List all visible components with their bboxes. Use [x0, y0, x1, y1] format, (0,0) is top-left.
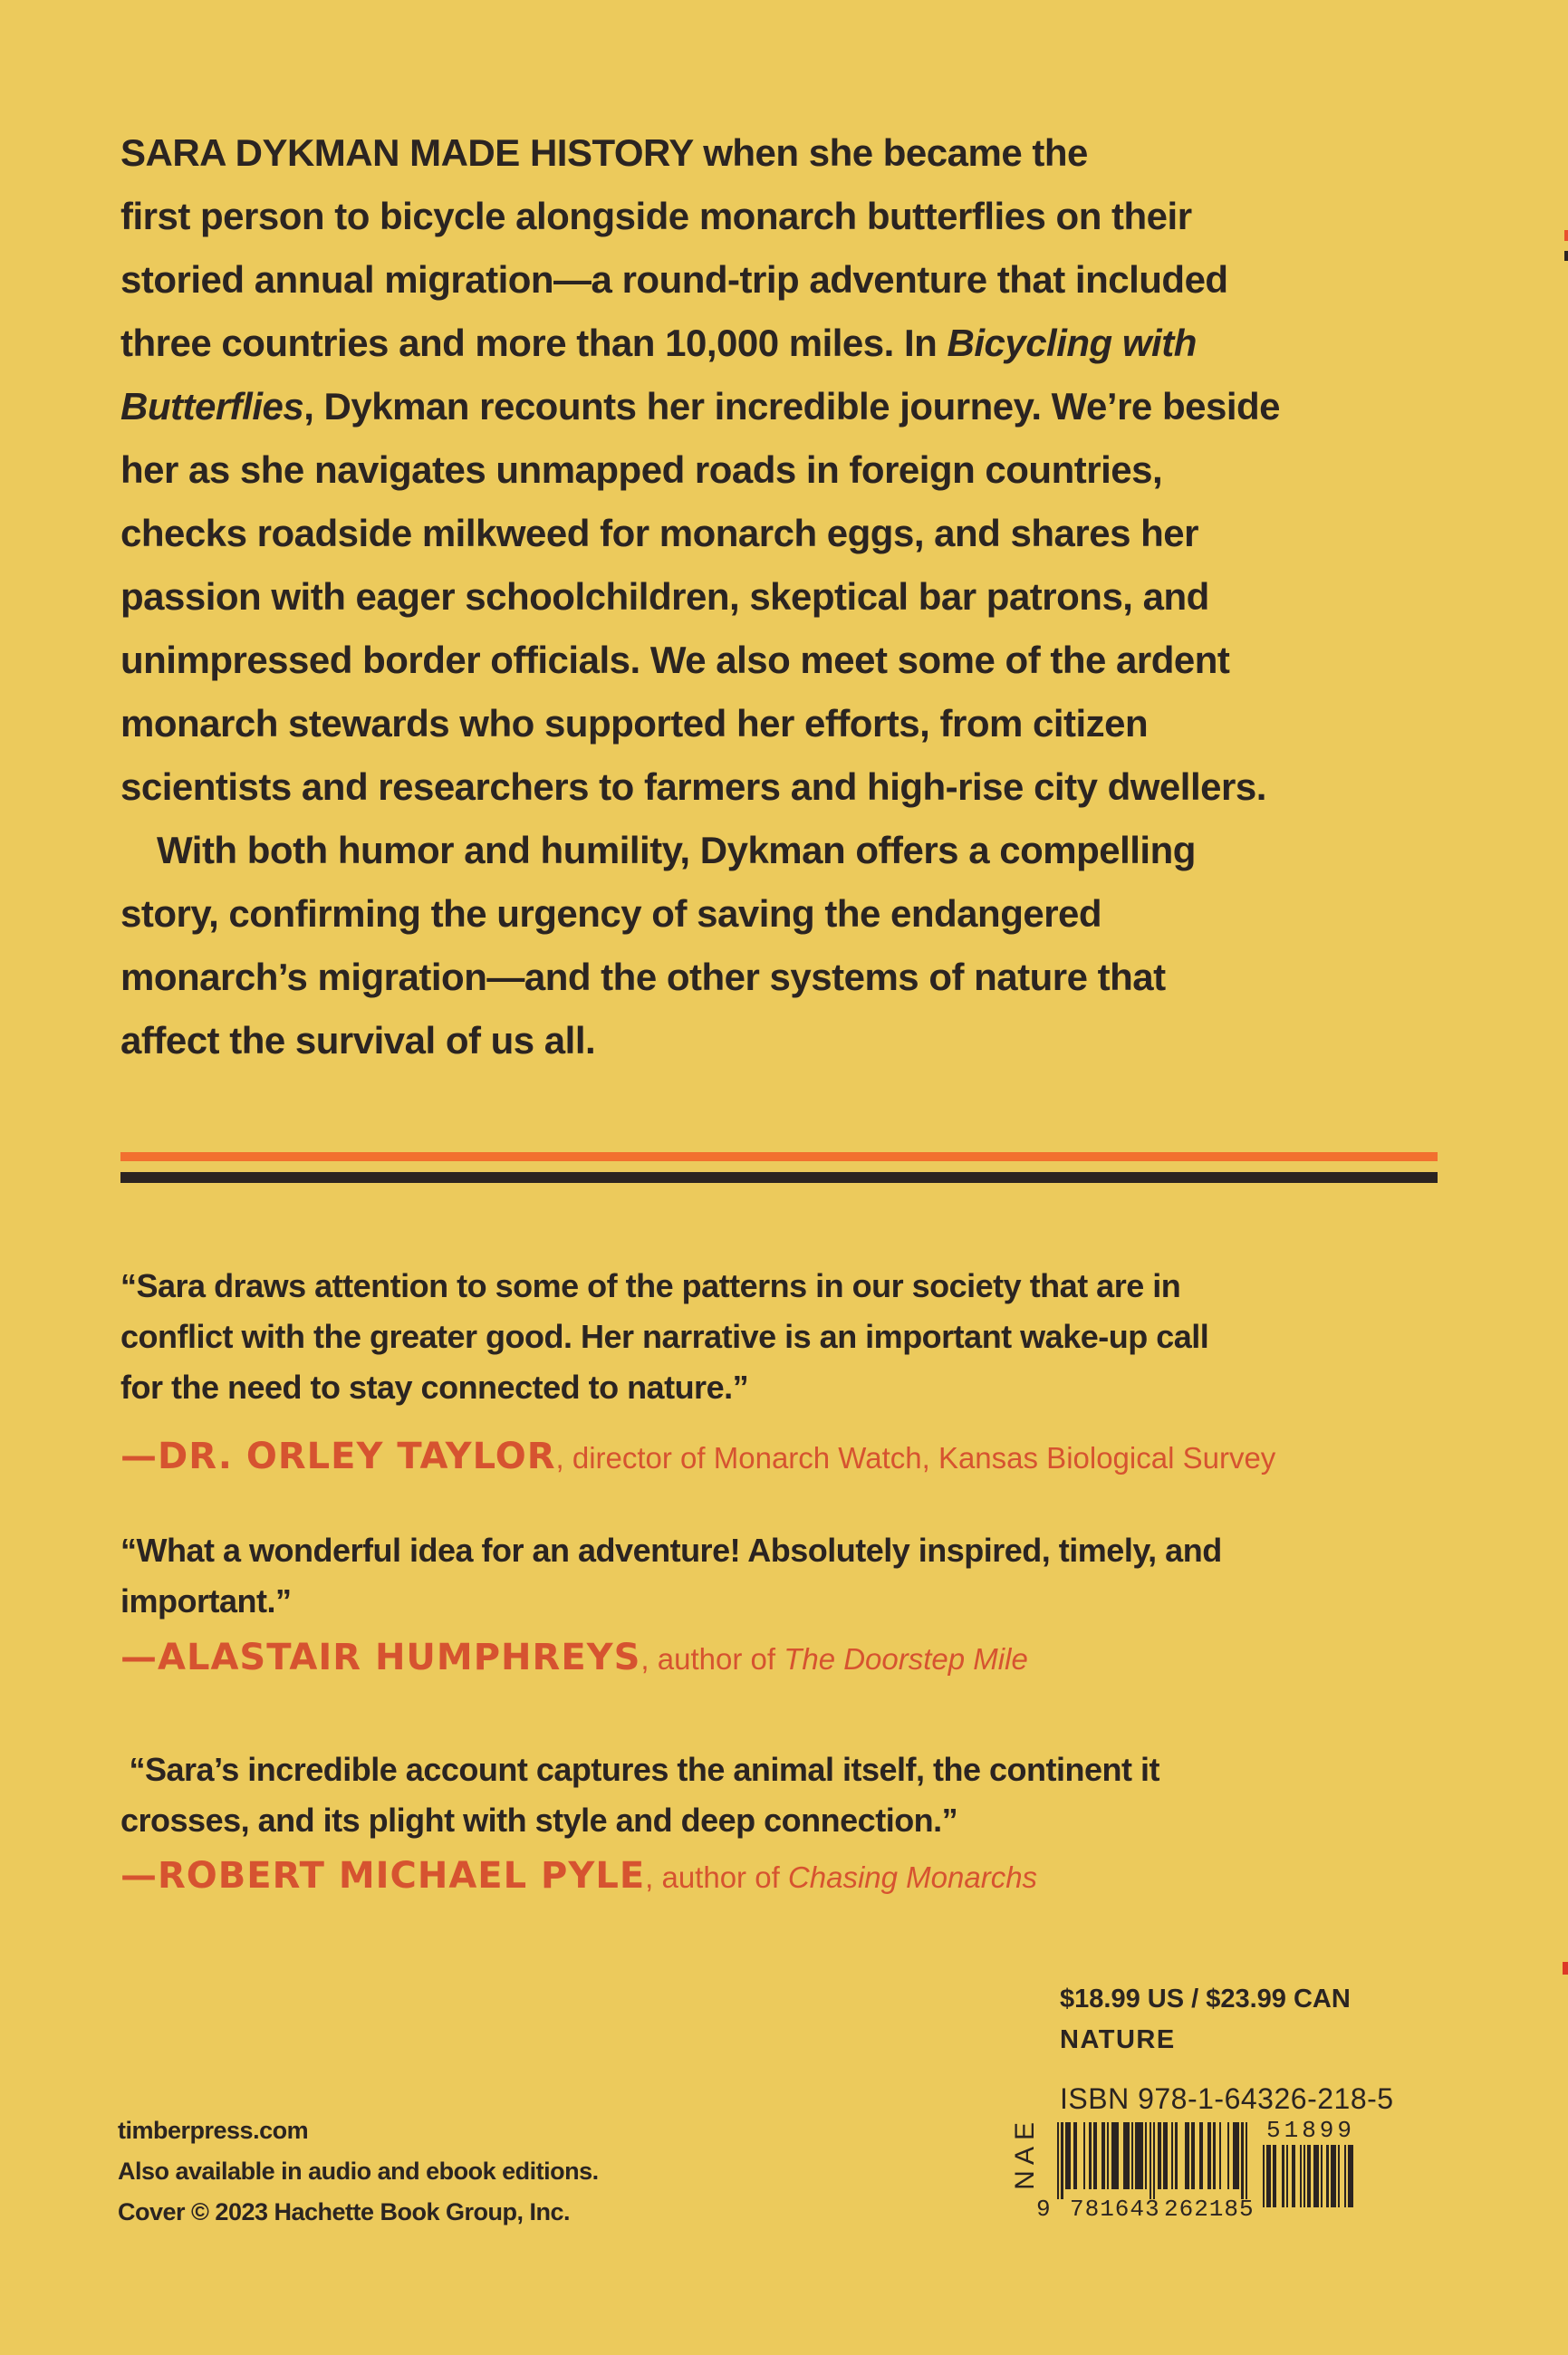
barcode-bar — [1061, 2122, 1063, 2199]
barcode-bar — [1233, 2122, 1239, 2189]
barcode-bar — [1273, 2145, 1276, 2207]
barcode-bar — [1263, 2145, 1265, 2207]
barcode-bar — [1326, 2145, 1328, 2207]
ean-label-letter: A — [1009, 2146, 1040, 2166]
text-segment: Butterflies — [120, 385, 304, 428]
barcode-bar — [1057, 2122, 1059, 2199]
quote-1-attribution-role — [556, 1441, 1276, 1475]
edge-tick-red — [1563, 1962, 1568, 1975]
text-segment: scientists and researchers to farmers and high-rise city dwellers. — [120, 765, 1266, 808]
text-segment: important.” — [120, 1582, 292, 1620]
copyright-note: Cover © 2023 Hachette Book Group, Inc. — [118, 2198, 571, 2225]
barcode-bar — [1185, 2122, 1188, 2189]
text-segment: crosses, and its plight with style and deep connection.” — [120, 1802, 958, 1839]
quote-3-text — [120, 1745, 1159, 1846]
quote-2-attribution-role — [640, 1642, 1027, 1676]
text-line — [120, 629, 1280, 692]
barcode-bar — [1123, 2122, 1130, 2189]
paragraph — [120, 819, 1280, 1072]
text-segment: SARA DYKMAN MADE HISTORY when she became the — [120, 131, 1088, 174]
barcode-right-digits: 262185 — [1164, 2196, 1255, 2223]
barcode-bar — [1083, 2122, 1085, 2189]
quote-2-attribution — [120, 1637, 1028, 1678]
barcode-bar — [1171, 2122, 1173, 2189]
editions-note: Also available in audio and ebook editions. — [118, 2158, 599, 2185]
text-line — [120, 248, 1280, 312]
barcode-bar — [1266, 2145, 1270, 2207]
text-segment: monarch’s migration—and the other systems of nature that — [120, 956, 1166, 998]
text-line — [120, 755, 1280, 819]
synopsis-text — [120, 121, 1280, 1072]
publisher-website: timberpress.com — [118, 2117, 309, 2144]
barcode-bar — [1227, 2122, 1229, 2189]
text-segment: storied annual migration—a round-trip adventure that included — [120, 258, 1228, 301]
text-segment: “What a wonderful idea for an adventure! Absolutely inspired, timely, and — [120, 1532, 1222, 1569]
text-segment: affect the survival of us all. — [120, 1019, 596, 1062]
barcode-bar — [1246, 2122, 1247, 2199]
barcode-bar — [1307, 2145, 1311, 2207]
text-segment: unimpressed border officials. We also meet some of the ardent — [120, 639, 1230, 681]
text-segment: passion with eager schoolchildren, skeptical bar patrons, and — [120, 575, 1209, 618]
quote-3-attribution-role — [645, 1860, 1037, 1894]
text-line — [120, 502, 1280, 565]
quote-2-attribution-name: —ALASTAIR HUMPHREYS — [120, 1637, 641, 1678]
barcode-bar — [1303, 2145, 1305, 2207]
quote-1-attribution-name: —DR. ORLEY TAYLOR — [120, 1436, 556, 1477]
price-block — [1060, 1979, 1351, 2061]
text-segment: , director of Monarch Watch, Kansas Biological Survey — [555, 1441, 1276, 1475]
text-line — [120, 1576, 1222, 1627]
barcode-bar — [1175, 2122, 1177, 2189]
text-line — [120, 1795, 1159, 1846]
barcode-bar — [1145, 2122, 1147, 2189]
isbn-label: ISBN 978-1-64326-218-5 — [1060, 2082, 1394, 2115]
text-segment: The Doorstep Mile — [784, 1642, 1028, 1676]
price-text: $18.99 US / $23.99 CAN — [1060, 1985, 1351, 2014]
text-segment: , Dykman recounts her incredible journey. We’re beside — [303, 385, 1280, 428]
quote-1-attribution — [120, 1436, 1275, 1477]
divider-rule-black — [120, 1172, 1438, 1183]
text-line — [120, 946, 1280, 1009]
text-line — [120, 185, 1280, 248]
barcode-bar — [1313, 2145, 1319, 2207]
text-segment: , author of — [645, 1860, 788, 1894]
barcode-bar — [1135, 2122, 1143, 2189]
text-segment: conflict with the greater good. Her narrative is an important wake-up call — [120, 1318, 1209, 1355]
barcode-bar — [1219, 2122, 1221, 2189]
text-segment: Bicycling with — [947, 322, 1197, 364]
barcode-bar — [1191, 2122, 1195, 2189]
edge-tick-orange — [1564, 230, 1568, 241]
barcode-bar — [1107, 2122, 1109, 2189]
quote-2-text — [120, 1525, 1222, 1627]
ean5-addon-barcode — [1261, 2145, 1352, 2208]
barcode-bar — [1150, 2122, 1151, 2199]
barcode-bar — [1131, 2122, 1133, 2189]
barcode-bar — [1101, 2122, 1105, 2189]
ean-label-letter: N — [1009, 2170, 1040, 2190]
text-segment: monarch stewards who supported her efforts, from citizen — [120, 702, 1149, 745]
text-line — [120, 312, 1280, 375]
paragraph — [120, 121, 1280, 819]
text-line — [120, 882, 1280, 946]
ean13-barcode — [1057, 2122, 1248, 2200]
text-line — [120, 1009, 1280, 1072]
barcode-bar — [1300, 2145, 1302, 2207]
quote-1-text — [120, 1261, 1208, 1413]
ean-label-letter: E — [1009, 2121, 1040, 2141]
text-segment: her as she navigates unmapped roads in foreign countries, — [120, 448, 1163, 491]
ean-label — [1011, 2120, 1040, 2192]
barcode-bar — [1338, 2145, 1340, 2207]
text-line — [120, 1745, 1159, 1795]
barcode-addon-digits: 51899 — [1266, 2117, 1356, 2144]
quote-3-attribution-name: —ROBERT MICHAEL PYLE — [120, 1855, 646, 1897]
text-segment: three countries and more than 10,000 miles. In — [120, 322, 948, 364]
text-segment: “Sara draws attention to some of the patterns in our society that are in — [120, 1267, 1181, 1304]
barcode-bar — [1089, 2122, 1091, 2189]
barcode-bar — [1292, 2145, 1295, 2207]
barcode-lead-digit: 9 — [1036, 2196, 1051, 2223]
text-segment: , author of — [640, 1642, 784, 1676]
publisher-block — [118, 2110, 599, 2233]
barcode-bar — [1111, 2122, 1120, 2189]
barcode-bar — [1282, 2145, 1284, 2207]
barcode-bar — [1153, 2122, 1155, 2199]
text-segment: first person to bicycle alongside monarch butterflies on their — [120, 195, 1192, 237]
barcode-bar — [1286, 2145, 1288, 2207]
text-segment: for the need to stay connected to nature.” — [120, 1369, 749, 1406]
text-line — [120, 1312, 1208, 1362]
barcode-bar — [1199, 2122, 1203, 2189]
text-segment: Chasing Monarchs — [787, 1860, 1038, 1894]
barcode-bar — [1163, 2122, 1167, 2189]
barcode-bar — [1207, 2122, 1211, 2189]
text-line — [120, 1362, 1208, 1413]
barcode-bar — [1331, 2145, 1336, 2207]
text-segment: “Sara’s incredible account captures the animal itself, the continent it — [120, 1751, 1159, 1788]
text-segment: story, confirming the urgency of saving the endangered — [120, 892, 1102, 935]
edge-tick-black — [1564, 251, 1568, 261]
text-line — [120, 438, 1280, 502]
barcode-bar — [1344, 2145, 1346, 2207]
text-line — [120, 121, 1280, 185]
text-line — [120, 1261, 1208, 1312]
barcode-bar — [1073, 2122, 1077, 2189]
barcode-bar — [1093, 2122, 1097, 2189]
text-line — [120, 692, 1280, 755]
text-line — [120, 565, 1280, 629]
barcode-left-digits: 781643 — [1070, 2196, 1160, 2223]
barcode-bar — [1241, 2122, 1243, 2199]
category-label: NATURE — [1060, 2025, 1176, 2054]
barcode-bar — [1065, 2122, 1072, 2189]
text-segment: With both humor and humility, Dykman offers a compelling — [157, 829, 1196, 871]
quote-3-attribution — [120, 1855, 1037, 1897]
divider-rule-orange — [120, 1152, 1438, 1161]
text-segment: checks roadside milkweed for monarch eggs, and shares her — [120, 512, 1198, 554]
text-line — [120, 819, 1280, 882]
barcode-bar — [1321, 2145, 1323, 2207]
text-line — [120, 1525, 1222, 1576]
text-line — [120, 375, 1280, 438]
barcode-bar — [1348, 2145, 1353, 2207]
barcode-bar — [1213, 2122, 1215, 2189]
barcode-bar — [1158, 2122, 1161, 2189]
